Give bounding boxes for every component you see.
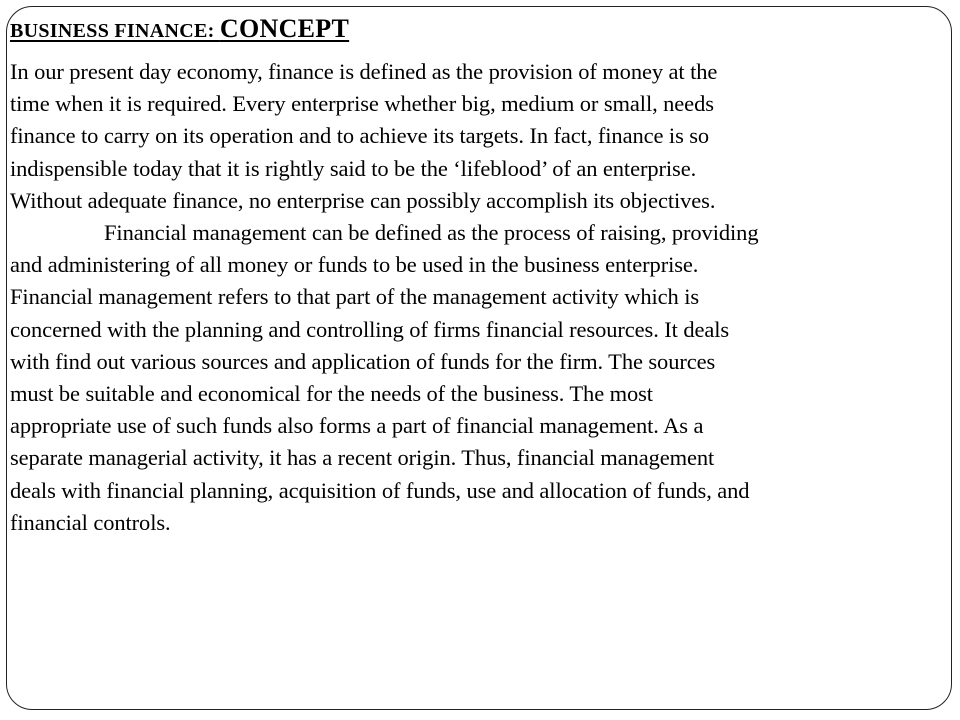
text-line: indispensible today that it is rightly said to be the ‘lifeblood’ of an enterprise. bbox=[10, 155, 697, 181]
text-line: must be suitable and economical for the needs of the business. The most bbox=[10, 381, 653, 407]
title-concept: CONCEPT bbox=[219, 14, 350, 43]
text-line: Financial management refers to that part of the management activity which is bbox=[10, 284, 700, 310]
text-line-content: Financial management can be defined as the process of raising, providing bbox=[104, 220, 759, 246]
text-line: concerned with the planning and controlling of firms financial resources. It deals bbox=[10, 316, 730, 342]
slide-title bbox=[10, 12, 952, 46]
text-line: time when it is required. Every enterprise whether big, medium or small, needs bbox=[10, 91, 714, 117]
text-line: Without adequate finance, no enterprise can possibly accomplish its objectives. bbox=[10, 187, 716, 213]
text-line: separate managerial activity, it has a recent origin. Thus, financial management bbox=[10, 445, 715, 471]
slide-content bbox=[10, 12, 952, 539]
body-text bbox=[10, 56, 952, 539]
text-line: with find out various sources and application of funds for the firm. The sources bbox=[10, 348, 716, 374]
text-line: In our present day economy, finance is defined as the provision of money at the bbox=[10, 59, 718, 84]
text-line-indented bbox=[10, 217, 952, 249]
title-business-finance: BUSINESS FINANCE: bbox=[10, 20, 220, 42]
text-line: deals with financial planning, acquisition of funds, use and allocation of funds, and bbox=[10, 477, 750, 503]
text-line: and administering of all money or funds to be used in the business enterprise. bbox=[10, 252, 699, 278]
text-line: finance to carry on its operation and to achieve its targets. In fact, finance is so bbox=[10, 123, 710, 149]
text-line: appropriate use of such funds also forms a part of financial management. As a bbox=[10, 413, 704, 439]
text-line: financial controls. bbox=[10, 509, 171, 535]
